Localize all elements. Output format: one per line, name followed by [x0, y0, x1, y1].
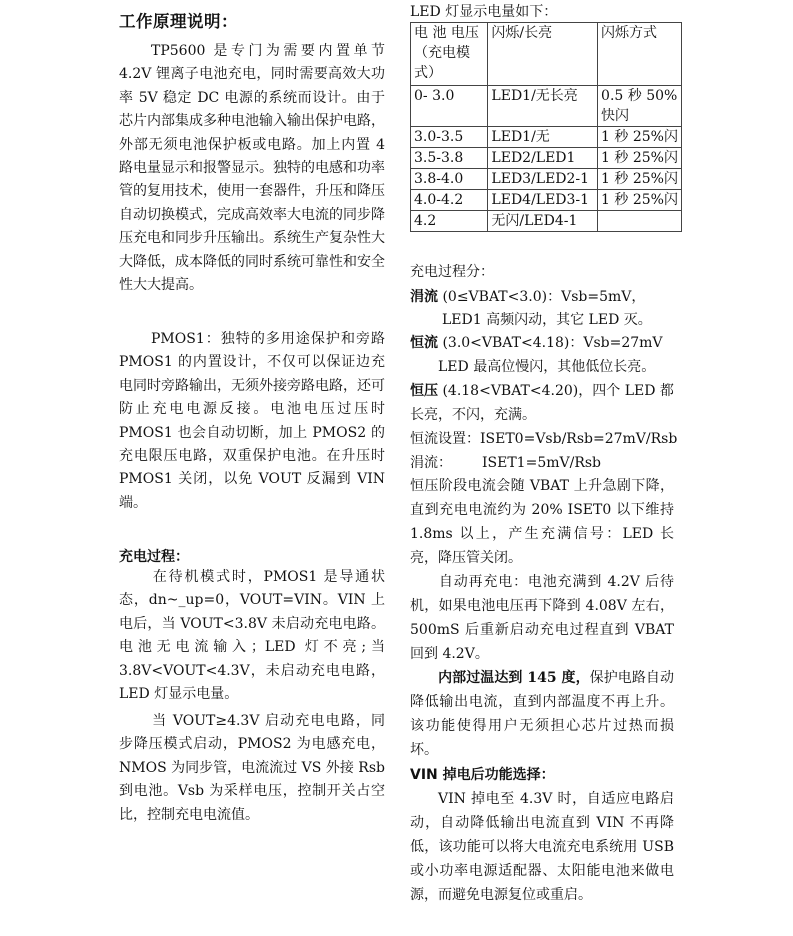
phase-constant-current [410, 333, 682, 353]
paragraph-standby [119, 566, 385, 706]
phase-cv-condition: (4.18<VBAT<4.20)，四个 LED 都 [442, 383, 674, 399]
phase-trickle-desc: LED1 高频闪动，其它 LED 灭。 [442, 312, 652, 328]
table-caption: LED 灯显示电量如下： [410, 4, 558, 20]
paragraph-auto-recharge [410, 570, 674, 666]
phase-cv-desc: 长亮，不闪，充满。 [410, 407, 536, 423]
table-row [411, 169, 682, 190]
paragraph-overview [119, 40, 385, 297]
table-row [411, 190, 682, 211]
phase-constant-voltage [410, 381, 682, 401]
table-cell: 1 秒 25%闪 [598, 148, 682, 169]
table-header-cell: 闪烁方式 [598, 23, 682, 86]
paragraph-standby-text: 在待机模式时，PMOS1 是导通状态，dn~_up=0，VOUT=VIN。VIN 上电后，当 VOUT<3.8V 未启动充电电路。电池无电流输入；LED 灯不亮;当 3.8V<VOUT<4.3V，未启动充电电路，LED 灯显示电量。 [119, 569, 385, 703]
table-cell: LED1/无长亮 [488, 86, 598, 127]
table-row [411, 211, 682, 232]
iset-line-2 [410, 453, 682, 473]
iset-line-2-value: ISET1=5mV/Rsb [482, 455, 602, 471]
table-row [411, 86, 682, 127]
paragraph-overview-text: TP5600 是专门为需要内置单节 4.2V 锂离子电池充电，同时需要高效大功率 5V 稳定 DC 电源的系统而设计。由于芯片内部集成多种电池输入输出保护电路，外部无须电池保护板或电路。加上内置 4 路电量显示和报警显示。独特的电感和功率管的复用技术，使用一套器件，升压和降压自动切换模式，完成高效率大电流的同步降压充电和同步升压输出。系统生产复杂性大大降低，成本降低的同时系统可靠性和安全性大大提高。 [119, 43, 385, 294]
section-heading-vin-dropout: VIN 掉电后功能选择： [410, 767, 555, 783]
table-cell: 3.5-3.8 [411, 148, 488, 169]
phase-cc-condition: (3.0<VBAT<4.18)：Vsb=27mV [442, 335, 663, 351]
table-cell: 0.5 秒 50%快闪 [598, 86, 682, 127]
table-cell: 4.2 [411, 211, 488, 232]
table-cell [598, 211, 682, 232]
table-header-cell: 闪烁/长亮 [488, 23, 598, 86]
iset-line-2-label: 涓流： [410, 455, 452, 471]
phase-trickle [410, 287, 682, 307]
iset-line-1: 恒流设置：ISET0=Vsb/Rsb=27mV/Rsb [410, 431, 678, 447]
overtemp-bold: 内部过温达到 145 度， [438, 670, 590, 686]
table-cell: 1 秒 25%闪 [598, 169, 682, 190]
paragraph-auto-recharge-text: 自动再充电：电池充满到 4.2V 后待机，如果电池电压再下降到 4.08V 左右，500mS 后重新启动充电过程直到 VBAT 回到 4.2V。 [410, 574, 674, 662]
paragraph-overtemp [410, 666, 674, 762]
table-header-row [411, 23, 682, 86]
table-cell: 0- 3.0 [411, 86, 488, 127]
led-status-table [410, 22, 682, 232]
phase-trickle-condition: (0≤VBAT<3.0)：Vsb=5mV， [442, 289, 646, 305]
table-cell: LED3/LED2-1 [488, 169, 598, 190]
paragraph-charging-start-text: 当 VOUT≥4.3V 启动充电电路，同步降压模式启动，PMOS2 为电感充电，NMOS 为同步管，电流流过 VS 外接 Rsb 到电池。Vsb 为采样电压，控制开关占空比，控制充电电流值。 [119, 713, 385, 823]
phase-cc-label: 恒流 [410, 335, 438, 351]
paragraph-vin-dropout-text: VIN 掉电至 4.3V 时，自适应电路启动，自动降低输出电流直到 VIN 不再降低，该功能可以将大电流充电系统用 USB 或小功率电源适配器、太阳能电池来做电源，而避免电源复位或重启。 [410, 791, 674, 903]
table-row [411, 148, 682, 169]
paragraph-cv-stage: 恒压阶段电流会随 VBAT 上升急剧下降，直到充电电流约为 20% ISET0 以下维持 1.8ms 以上，产生充满信号：LED 长亮，降压管关闭。 [410, 478, 674, 566]
table-header-cell: 电 池 电压（充电模式） [411, 23, 488, 86]
table-cell: 无闪/LED4-1 [488, 211, 598, 232]
table-cell: LED1/无 [488, 127, 598, 148]
paragraph-charging-start [119, 710, 385, 827]
table-cell: 3.0-3.5 [411, 127, 488, 148]
table-cell: 1 秒 25%闪 [598, 127, 682, 148]
section-title-working-principle: 工作原理说明： [119, 12, 238, 31]
phase-cv-label: 恒压 [410, 383, 438, 399]
table-cell: 3.8-4.0 [411, 169, 488, 190]
table-cell: LED2/LED1 [488, 148, 598, 169]
phase-trickle-label: 涓流 [410, 289, 438, 305]
paragraph-pmos1-text: PMOS1：独特的多用途保护和旁路 PMOS1 的内置设计，不仅可以保证边充电同时旁路输出，无须外接旁路电路，还可防止充电电源反接。电池电压过压时 PMOS1 也会自动切断，加上 PMOS2 的充电限压电路，双重保护电池。在升压时 PMOS1 关闭，以免 VOUT 反漏到 VIN 端。 [119, 331, 385, 511]
table-row [411, 127, 682, 148]
section-heading-charging-process: 充电过程： [119, 549, 189, 565]
table-cell: 4.0-4.2 [411, 190, 488, 211]
phase-cc-desc: LED 最高位慢闪，其他低位长亮。 [438, 359, 656, 375]
paragraph-pmos1 [119, 328, 385, 515]
phases-title: 充电过程分： [410, 264, 494, 280]
paragraph-vin-dropout [410, 787, 674, 907]
overtemp-text: 保护电路自动降低输出电流，直到内部温度不再上升。该功能使得用户无须担心芯片过热而损坏。 [410, 670, 674, 758]
table-cell: 1 秒 25%闪 [598, 190, 682, 211]
table-cell: LED4/LED3-1 [488, 190, 598, 211]
